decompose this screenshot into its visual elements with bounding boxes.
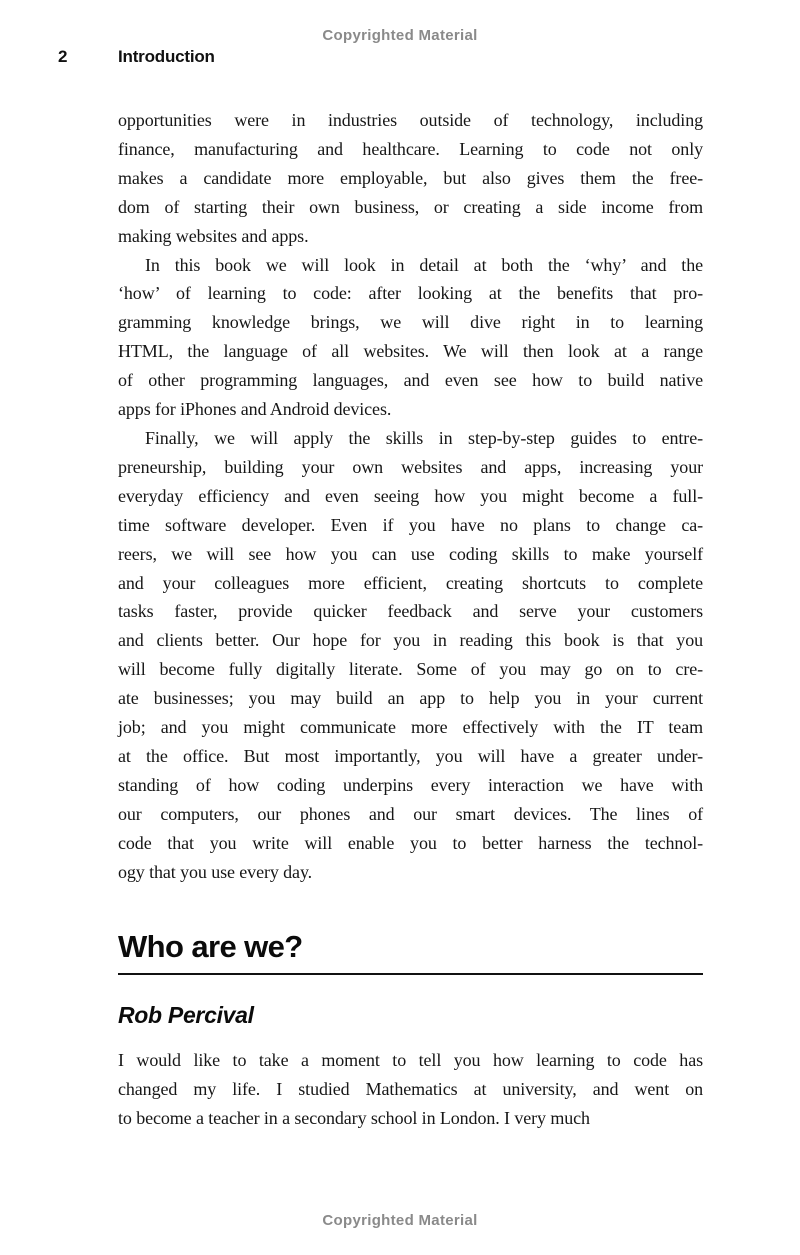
- text-line: reers, we will see how you can use coding skills to make yourself: [118, 543, 703, 564]
- subsection-heading: Rob Percival: [118, 1002, 254, 1029]
- text-line: In this book we will look in detail at both the ‘why’ and the: [145, 254, 703, 275]
- text-line: I would like to take a moment to tell you how learning to code has: [118, 1049, 703, 1070]
- text-line: preneurship, building your own websites and apps, increasing your: [118, 456, 703, 477]
- text-line: and your colleagues more efficient, creating shortcuts to complete: [118, 572, 703, 593]
- text-line: changed my life. I studied Mathematics at university, and went on: [118, 1078, 703, 1099]
- page-number: 2: [58, 47, 68, 66]
- text-line: makes a candidate more employable, but also gives them the free-: [118, 167, 703, 188]
- text-line: to become a teacher in a secondary school in London. I very much: [118, 1107, 590, 1128]
- text-line: dom of starting their own business, or creating a side income from: [118, 196, 703, 217]
- text-line: Finally, we will apply the skills in step-by-step guides to entre-: [145, 427, 703, 448]
- text-line: code that you write will enable you to better harness the technol-: [118, 832, 703, 853]
- text-line: our computers, our phones and our smart devices. The lines of: [118, 803, 703, 824]
- copyright-notice-bottom: Copyrighted Material: [322, 1212, 478, 1229]
- text-line: of other programming languages, and even see how to build native: [118, 370, 703, 391]
- copyright-notice-top: Copyrighted Material: [322, 27, 478, 44]
- body-text: [118, 106, 703, 886]
- text-line: at the office. But most importantly, you will have a greater under-: [118, 745, 703, 766]
- text-line: apps for iPhones and Android devices.: [118, 399, 392, 420]
- text-line: HTML, the language of all websites. We will then look at a range: [118, 341, 703, 362]
- paragraph: [118, 424, 703, 887]
- text-line: ogy that you use every day.: [118, 861, 313, 882]
- text-line: ate businesses; you may build an app to help you in your current: [118, 688, 703, 709]
- section-rule: [118, 973, 703, 975]
- section-heading: Who are we?: [118, 929, 303, 964]
- text-line: job; and you might communicate more effectively with the IT team: [118, 717, 703, 738]
- text-line: will become fully digitally literate. Some of you may go on to cre-: [118, 659, 703, 680]
- text-line: time software developer. Even if you have no plans to change ca-: [118, 514, 703, 535]
- text-line: gramming knowledge brings, we will dive right in to learning: [118, 312, 703, 333]
- paragraph: [118, 251, 703, 424]
- section-block: [118, 928, 703, 1133]
- running-header: Introduction: [118, 47, 215, 66]
- text-line: finance, manufacturing and healthcare. Learning to code not only: [118, 138, 703, 159]
- text-line: and clients better. Our hope for you in reading this book is that you: [118, 630, 703, 651]
- subsection-body-text: [118, 1046, 703, 1133]
- text-line: ‘how’ of learning to code: after looking at the benefits that pro-: [118, 283, 703, 304]
- text-line: everyday efficiency and even seeing how you might become a full-: [118, 485, 703, 506]
- text-line: making websites and apps.: [118, 225, 309, 246]
- paragraph: [118, 106, 703, 251]
- text-line: opportunities were in industries outside of technology, including: [118, 110, 703, 130]
- paragraph: [118, 1046, 703, 1133]
- text-line: tasks faster, provide quicker feedback and serve your customers: [118, 601, 703, 622]
- text-line: standing of how coding underpins every interaction we have with: [118, 774, 703, 795]
